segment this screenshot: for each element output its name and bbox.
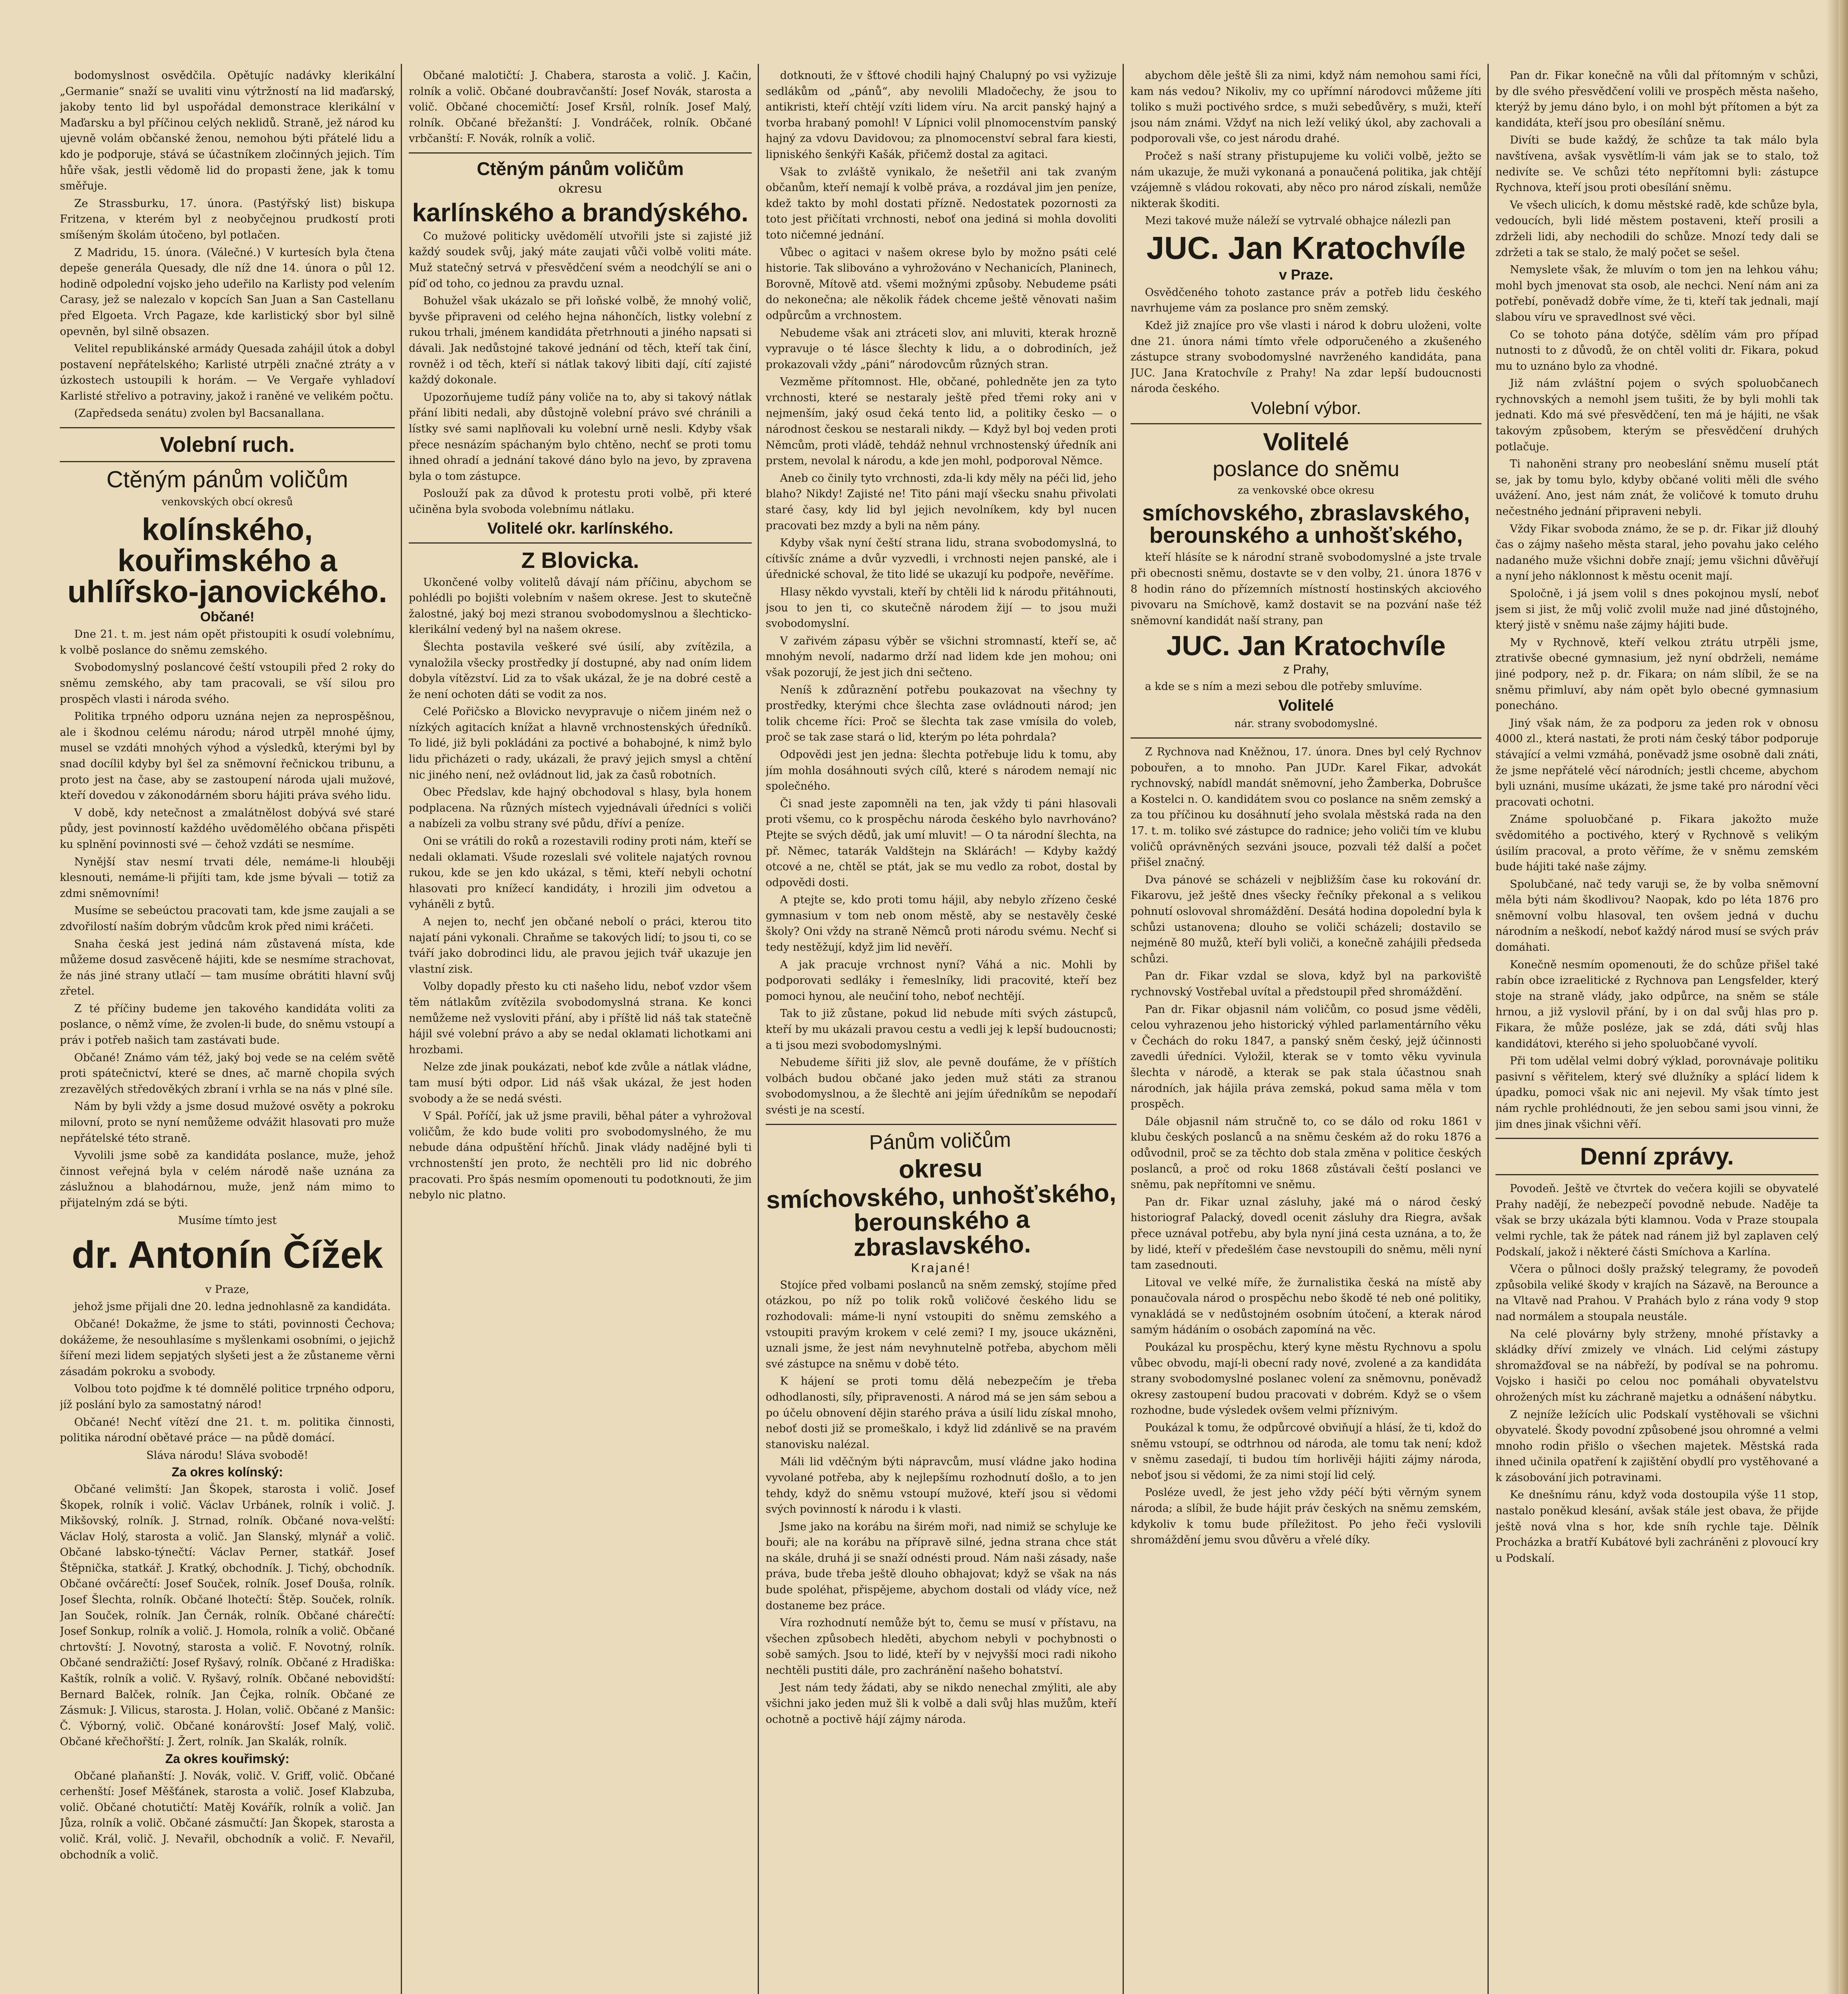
divider	[409, 542, 752, 544]
article-body: Pročež s naší strany přistupujeme ku voliči volbě, ježto se nám ukazuje, že muži vykonaná a ponaučená politika, jak chtějí vzájemně s vládou rokovati, aby něco pro národ získali, nemůže nikterak škoditi.	[1131, 150, 1482, 210]
column-4	[1131, 68, 1482, 1994]
ad-heading-2: okresu	[558, 181, 602, 196]
ad-body: V době, kdy netečnost a zmalátnělost dobývá své staré půdy, jest povinností každého uvědomělého občana přispěti ku splnění povinnosti své — čehož vzdáti se nesmíme.	[60, 806, 395, 851]
article-body: Známe spoluobčané p. Fikara jakožto muže svědomitého a poctivého, který v Rychnově s velikým úsilím pracoval, a proto věříme, že v sněmu zemském bude hájiti také naše zájmy.	[1495, 813, 1818, 873]
ad-body: Občané! Známo vám též, jaký boj vede se na celém světě proti spátečnictví, které se dnes, ač marně chopila svých zrezavělých středověkých zbraní i vrhla se na nás v plné síle.	[60, 1051, 395, 1096]
article-body: Volby dopadly přesto ku cti našeho lidu, neboť vzdor všem těm nátlakům zvítězila svobodomyslná strana. Ke konci nemůžeme než vysloviti přání, aby i příště lid náš tak statečně hájil své volební právo a aby se nedal oklamati lichotkami ani hrozbami.	[409, 980, 752, 1056]
article-body: Spoločně, i já jsem volil s dnes pokojnou myslí, neboť jsem si jist, že můj volič zvolil muže nad jiné důstojného, který jistě v sněmu naše zájmy hájiti bude.	[1495, 587, 1818, 632]
article-body: Pan dr. Fikar objasnil nám voličům, co posud jsme věděli, celou vyhrazenou jeho historický výhled parlamentárního věku v Čechách do roku 1847, a panský sněm český, jejž účinnosti zavedli úředníci. Vyložil, kterak se v tomto věku vyvinula šlechta v národě, a kterak se pak stala účastnou snah národních, jak hájila práva zemská, pokud sama měla v tom prospěch.	[1131, 1003, 1482, 1111]
ad-heading-3: smíchovského, unhošťského, berounského a zbraslavského.	[766, 1179, 1117, 1261]
divider	[1131, 423, 1482, 424]
article-body: Hlasy někdo vyvstali, kteří by chtěli lid k národu přitáhnouti, jsou to jen ti, co skutečně národem žijí — to jsou muži svobodomyslní.	[766, 586, 1117, 630]
article-body: Co se tohoto pána dotýče, sdělím vám pro případ nutnosti to z důvodů, že on chtěl voliti dr. Fikara, pokud mu to uznáno bylo za vhodné.	[1495, 328, 1818, 372]
news-senate: (Zapředseda senátu) zvolen byl Bacsanallana.	[74, 407, 325, 420]
divider	[1131, 737, 1482, 739]
divider	[766, 1124, 1117, 1125]
ad-heading-2: venkovských obcí okresů	[162, 496, 293, 508]
column-rule	[1487, 64, 1489, 1994]
ad-body: Jsme jako na korábu na širém moři, nad nimiž se schyluje ke bouři; ale na korábu na přípravě silné, jedna strana chce stát na skále, druhá ji se snaží odnésti proud. Nám naši zásady, naše práva, bude třeba ještě dlouho obhajovat; když se však na nás bude spoléhat, přispějeme, abychom dostali od vlády více, než dostaneme bez práce.	[766, 1520, 1117, 1612]
article-body: Pan dr. Fikar konečně na vůli dal přítomným v schůzi, by dle svého přesvědčení volili ve prospěch města našeho, kterýž by jemu dáno bylo, i on mohl být přítomen a být za kandidáta, kteří jsou pro obesílání sněmu.	[1495, 69, 1818, 129]
paper-edge-shadow	[1826, 0, 1838, 1994]
column-rule	[401, 64, 402, 1994]
candidate-name-large: JUC. Jan Kratochvíle	[1146, 230, 1466, 266]
article-body: Aneb co činily tyto vrchnosti, zda-li kdy měly na péči lid, jeho blaho? Nikdy! Zajisté ne! Tito páni mají všecku snahu přivolati staré časy, kdy lid byl jejich nevolníkem, kdy byl nucen pracovati bez mzdy a byli na něm pány.	[766, 472, 1117, 532]
ad-body: Víra rozhodnutí nemůže být to, čemu se musí v přístavu, na všechen způsobech hleděti, abychom nebyli v pochybnosti o sobě samých. Jsou to lidé, kteří by v nejvyšší moci radi nikoho nechtěli pustiti dále, pro zachránění našeho bohatství.	[766, 1617, 1117, 1677]
article-body: Odpovědi jest jen jedna: šlechta potřebuje lidu k tomu, aby jím mohla dosáhnouti svých cílů, které s národem nemají nic společného.	[766, 748, 1117, 793]
news-item: Včera o půlnoci došly pražský telegramy, že povodeň způsobila veliké škody v krajích na Sázavě, na Berounce a na Vltavě nad Prahou. V Prahách bylo z rána vody 9 stop nad normálem a stoupala neustále.	[1495, 1263, 1818, 1323]
article-body: Kdyby však nyní čeští strana lidu, strana svobodomyslná, to cítivšíc známe a dvůr vyzvedli, i vrchnosti nejen panské, ale i úřednické schoval, že tito lidé se ukazují ku podpoře, nevěříme.	[766, 537, 1117, 581]
candidate-name-large: JUC. Jan Kratochvíle	[1166, 630, 1446, 662]
article-body: dotknouti, že v šťtové chodili hajný Chalupný po vsi vyžizuje sedlákům od „pánů“, aby nevolili Mladočechy, že jsou to antikristi, kteří chtějí vzíti lidem víru. Na arcit panský hajný a tvorba hrabaný pomohl! V Lípnici volil plnomocenstvím panský hajný za vdovu Davidovou; za plnomocenství sebral fara kiesti, lipniského šenkýři Kašák, přičemž dostal za agitaci.	[766, 69, 1117, 161]
signatory-list-kolin: Občané velimští: Jan Škopek, starosta i volič. Josef Škopek, rolník i volič. Václav Urbánek, rolník i volič. J. Mikšovský, rolník. J. Strnad, rolník. Občané nova-velští: Václav Holý, starosta a volič. Jan Slanský, mlynář a volič. Občané labsko-týnečtí: Václav Perner, statkář. Josef Štěpnička, statkář. J. Kratký, obchodník. J. Tichý, obchodník. Občané ovčárečtí: Josef Souček, rolník. Josef Douša, rolník. Josef Šlechta, rolník. Občané lhotečtí: Štěp. Souček, rolník. Jan Souček, rolník. Jan Černák, rolník. Občané chárečtí: Josef Sonkup, rolník a volič. J. Homola, rolník a volič. Občané chrtovští: J. Novotný, starosta a volič. F. Novotný, rolník. Občané sendražičtí: Josef Ryšavý, rolník. Občané z Hradiška: Kaštík, rolník a volič. V. Ryšavý, rolník. Občané nebovidští: Bernard Balček, rolník. Jan Čejka, rolník. Občané ze Zásmuk: J. Vilicus, starosta. J. Holan, volič. Občané z Manšic: Č. Výborný, volič. Občané konárovští: Josef Malý, volič. Občané křečhořští: J. Žert, rolník. Jan Skalák, rolník.	[60, 1483, 395, 1748]
ad-body: Snaha česká jest jediná nám zůstavená místa, kde můžeme dosud zasvěceně hájiti, kde se nesmíme strachovat, že nás jiné strany utlačí — tam musíme obrátiti hlavní svůj zřetel.	[60, 938, 395, 998]
ad-body: Volbou toto pojďme k té domnělé politice trpného odporu, jíž poslání bylo za samostatný národ!	[60, 1383, 395, 1411]
article-body: Vezměme přítomnost. Hle, občané, pohledněte jen za tyto vrchnosti, které se nestaraly ještě před třemi roky ani v nejmenším, jaký osud čeká tento lid, a politiky česko — o národnost českou se nestarali nikdy. — Když byl boj veden proti Němcům, proti vládě, tehdáž nehnul vrchnostenský úředník ani prstem, nevolal k národu, a kde jen mohl, podporoval Němce.	[766, 376, 1117, 467]
ad-slogan: Sláva národu! Sláva svobodě!	[146, 1449, 309, 1462]
ad-heading-3: karlínského a brandýského.	[412, 198, 749, 227]
ad-body: Bohužel však ukázalo se při loňské volbě, že mnohý volič, byvše připraveni od celého hejna náhončích, listky volební z rukou trhali, jménem kandidáta přetrhnouti a jiného napsati si dávali. Jak nedůstojné takové jednání od těch, kteří tak činí, rovněž i od těch, kteří si nátlak takový libiti dají, cítí zajisté každý dokonale.	[409, 295, 752, 386]
article-body: Posléze uvedl, že jest jeho vždy péčí býti věrným synem národa; a slíbil, že bude hájit práv českých na sněmu zemském, kdykoliv k tomu bude příležitost. Po jeho řeči vyslovili shromáždění jemu svou důvěru a vřelé díky.	[1131, 1486, 1482, 1547]
divider	[1495, 1138, 1818, 1139]
ad-body: Poslouží pak za důvod k protestu proti volbě, při které učiněna byla svoboda volebnímu nátlaku.	[409, 487, 752, 516]
ad-heading-1: Volitelé	[1263, 428, 1349, 456]
article-body: Mezi takové muže náleží se vytrvalé obhajce nálezli pan	[1145, 215, 1451, 227]
ad-body: Kdež již znajíce pro vše vlasti i národ k dobru uloženi, volte dne 21. února námi tímto vřele odporučeného a zkušeného zástupce strany svobodomyslné navrženého kandidáta, pana JUC. Jana Kratochvíle z Prahy! Na zdar lepší budoucnosti národa českého.	[1131, 319, 1482, 395]
candidate-place: v Praze,	[205, 1283, 249, 1296]
news-strassburg: Ze Strassburku, 17. února. (Pastýřský list) biskupa Fritzena, v kterém byl z neobyčejnou prudkostí proti smíšeným školám útočeno, byl potlačen.	[60, 197, 395, 241]
news-item: Ke dnešnímu ránu, když voda dostoupila výše 11 stop, nastalo poněkud klesání, avšak stále jest obava, že přijde ještě nová vlna s hor, kde sníh rychle taje. Dělník Procházka a bratří Kubátové byli zachráněni z plovoucí kry u Podskalí.	[1495, 1489, 1818, 1564]
ad-body: Dne 21. t. m. jest nám opět přistoupiti k osudí volebnímu, k volbě poslance do sněmu zemského.	[60, 628, 395, 656]
ad-body: Co mužové politicky uvědomělí utvořili jste si zajisté již každý soudek svůj, jaký máte zaujati vůči volbě voliti máte. Muž statečný setrvá v přesvědčení svém a neodchýlí se ani o píď od toho, co jednou za pravdu uznal.	[409, 230, 752, 290]
article-body: Pan dr. Fikar vzdal se slova, když byl na parkoviště rychnovský Vostřebal uvítal a předstoupil před shromáždění.	[1131, 970, 1482, 999]
article-body: Vůbec o agitaci v našem okrese bylo by možno psáti celé historie. Tak slibováno a vyhrožováno v Nechanicích, Planinech, Borovně, Mítově atd. všemi možnými způsoby. Nebudeme psáti do nekonečna; ale několik řádek chceme ještě věnovati našim odpůrcům a vrchnostem.	[766, 246, 1117, 322]
article-body: Při tom udělal velmi dobrý výklad, porovnávaje politiku pasivní s věřitelem, který své dlužníky a splácí lidem k úpadku, pomoci však nic ani nejevil. My však tímto jest nám rychle prohlédnouti, že jen sebou sami jsou vinni, že jim dnes jinak všichni věří.	[1495, 1055, 1818, 1131]
article-body: Obec Předslav, kde hajný obchodoval s hlasy, byla honem podplacena. Na různých místech vyjednávali úředníci s voliči a nabízeli za volbu strany své půdu, dříví a peníze.	[409, 786, 752, 830]
article-body: Konečně nesmím opomenouti, že do schůze přišel také rabín obce izraelitické z Rychnova pan Lengsfelder, který stoje na straně vlády, jako odpůrce, na sněm se stále hrnou, a již vyslovil přání, by i on dal svůj hlas pro p. Fikara, že může posléze, jak se zdá, dáti svůj hlas kandidátovi, kterého si jeho spoluobčané vyvolí.	[1495, 958, 1818, 1050]
signatory-list-kourim: Občané plaňanští: J. Novák, volič. V. Griff, volič. Občané cerhenští: Josef Měšťánek, starosta a volič. Josef Klabzuba, volič. Občané chotutičtí: Matěj Kovářík, rolník a volič. Jan Jůza, rolník a volič. Občané zásmučtí: Jan Škopek, starosta a volič. Král, volič. J. Nevařil, obchodník a volič. F. Nevařil, obchodník a volič.	[60, 1769, 395, 1861]
article-body: Divíti se bude každý, že schůze ta tak málo byla navštívena, avšak vysvětlím-li vám jak se to stalo, tož nedivíte se. Ve schůzi této nepřítomni byli: zástupce Rychnova, kteří jsou proti obesílání sněmu.	[1495, 134, 1818, 194]
ad-signature: Volební výbor.	[1251, 398, 1361, 418]
article-body: Však to zvláště vynikalo, že nešetřil ani tak zvaným občanům, kteří nemají k volbě práva, a rozdával jim jen peníze, kdež takto by mohl dostati přízně. Nedostatek pozornosti za toto jest přičítati vrchnosti, neboť ona jediná si mohla dovoliti toto ničemné jednání.	[766, 166, 1117, 241]
article-body: A jak pracuje vrchnost nyní? Váhá a nic. Mohli by podporovati sedláky i řemeslníky, lidi pracovité, kteří bez pomoci hynou, ale neučiní toho, neboť nechtějí.	[766, 958, 1117, 1003]
ad-signature-sub: nár. strany svobodomyslné.	[1234, 717, 1378, 730]
ad-heading-3: kolínského, kouřimského a uhlířsko-janovického.	[67, 511, 387, 609]
article-body: Nelze zde jinak poukázati, neboť kde zvůle a nátlak vládne, tam musí býti odpor. Lid náš však ukázal, že jest hoden svobody a že se nedá svésti.	[409, 1061, 752, 1105]
article-body: Tak to již zůstane, pokud lid nebude míti svých zástupců, kteří by mu ukázali pravou cestu a vedli jej k lepší budoucnosti; a ti jsou mezi svobodomyslnými.	[766, 1007, 1117, 1052]
intro-text: bodomyslnost osvědčila. Opětujíc nadávky klerikální „Germanie“ snaží se uvaliti vinu výtržností na lid maďarský, jakoby tento lid byl uspořádal demonstrace klerikální v Maďarsku a byl příčinou celých neklidů. Straně, jež národ ku ujevně volám občanské ženou, nemohou býti přátelé lidu a kdo je podporuje, stává se účastníkem zločinných jejich. Tím hůře však, jestli vědomě lid do propasti žene, jak k tomu směřuje.	[60, 69, 395, 193]
candidate-name: dr. Antonín Čížek	[71, 1233, 383, 1277]
section-title-denni-zpravy: Denní zprávy.	[1580, 1143, 1734, 1170]
candidate-place: v Praze.	[1279, 266, 1334, 283]
divider	[60, 427, 395, 428]
ad-body: Politika trpného odporu uznána nejen za neprospěšnou, ale i škodnou celému národu; národ utrpěl mnohé újmy, musel se vzdáti mnohých výhod a výsledků, kterými byl by snad docílil kdyby byl šel za sněmovní řečnickou tribunu, a proto jest na čase, aby se zastoupení národa ujali mužové, kteří dovedou v zákonodárném sboru hájiti práva svého lidu.	[60, 710, 395, 802]
article-body: Poukázal ku prospěchu, který kyne městu Rychnovu a spolu vůbec obvodu, mají-li obecní rady nové, zvolené a za kandidáta strany svobodomyslné poslanec volení za sněmovnu, poněvadž okresy zastoupení budou pracovati v dobrém. Když se o všem rozhodne, bude výsledek ovšem velmi příznivým.	[1131, 1341, 1482, 1417]
ad-body: Svobodomyslný poslancové čeští vstoupili před 2 roky do sněmu zemského, aby tam pracovali, se vší silou pro prospěch vlasti i národa svého.	[60, 661, 395, 705]
article-body: V Spál. Poříčí, jak už jsme pravili, běhal páter a vyhrožoval voličům, že kdo bude voliti pro svobodomyslného, že mu nebude dána odpuštění hříchů. Jinak vlády nadějné byli ti vrchnostenští jen proto, že nechtěli pro lid nic dobrého pracovati. Pro špás nesmím opomenouti tu podotknouti, že jim nebylo nic platno.	[409, 1110, 752, 1202]
ad-body: kteří hlásíte se k národní straně svobodomyslné a jste trvale při obecnosti sněmu, dostavte se v den volby, 21. února 1876 v 8 hodin ráno do přízemních místností hostinských akciového pivovaru na Smíchově, kamž dostavit se na pozvání naše též sněmovní kandidát naší strany, pan	[1131, 551, 1482, 627]
article-body: A ptejte se, kdo proti tomu hájil, aby nebylo zřízeno české gymnasium v tom neb onom městě, aby se nestavěly české školy? Oni vždy na straně Němců proti národu svému. Nechť si tedy nestěžují, když jim lid nevěří.	[766, 894, 1117, 954]
news-item: Povodeň. Ještě ve čtvrtek do večera kojili se obyvatelé Prahy nadějí, že nebezpečí povodně nebude. Naděje ta však se brzy ukázala býti klamnou. Voda v Praze stoupala velmi rychle, tak že pátek nad ránem již byl zaplaven celý Podskalí, jakož i některé části Smíchova a Karlína.	[1495, 1182, 1818, 1258]
ad-body: Vyvolili jsme sobě za kandidáta poslance, muže, jehož činnost veřejná byla v celém národě naše uznána za záslužnou a blahodárnou, muže, jenž nám mimo to přijatelným zdá se býti.	[60, 1149, 395, 1210]
ad-heading-1: Pánům voličům	[869, 1128, 1011, 1155]
article-body: Či snad jeste zapomněli na ten, jak vždy ti páni hlasovali proti všemu, co k prospěchu národa českého bylo navrhováno? Ptejte se svých dědů, jak umí mluvit! — O ta národní šlechta, na př. Němec, tatarák Valdštejn na Sklárách! — Kdyby každý otcové a ne, chtěl se ptát, jak se mu vedlo za robot, dostal by odpovědi dosti.	[766, 797, 1117, 889]
ad-body: Upozorňujeme tudíž pány voliče na to, aby si takový nátlak přání libiti nedali, aby důstojně volební právo své chránili a lístky své sami naplňovali ku volební urně nesli. Kdyby však přece nesnázím spáchaným bylo chtěno, nechť se proti tomu ihned ohradí a jednání takové dáno bylo na jevo, by zpravena byla o tom zástupce.	[409, 391, 752, 483]
article-body: Ukončené volby volitelů dávají nám příčinu, abychom se pohlédli po bojišti volebním v našem okrese. Jest to skutečně žalostné, jaký boj mezi stranou svobodomyslnou a šlechticko-klerikální vedený byl na našem okrese.	[409, 576, 752, 636]
ad-body: Nynější stav nesmí trvati déle, nemáme-li hlouběji klesnouti, nemáme-li přijíti tam, kde jsme bývali — totiž za zdmi sněmovními!	[60, 855, 395, 900]
ad-body: Nám by byli vždy a jsme dosud mužové osvěty a pokroku milovní, proto se nyní nemůžeme odvážit hlasovati pro muže nepřátelské této straně.	[60, 1100, 395, 1145]
ad-heading-2: poslance do sněmu	[1212, 457, 1400, 481]
candidate-place: z Prahy,	[1283, 662, 1329, 677]
article-body: Dva pánové se scházeli v nejbližším čase ku rokování dr. Fikarovu, jež ještě dnes všecky řečníky překonal a s velikou pohnutí oslovoval shromáždění. Desátá hodina dopolední byla k schůzi ustanovena; dlouho se voliči scházeli; dostavilo se nejméně 80 mužů, kteří byli voliči, a konečně zahájili předseda schůzi.	[1131, 873, 1482, 965]
article-body: Ti nahoněni strany pro neobeslání sněmu muselí ptát se, jak by tomu bylo, kdyby občané voliti měli dle svého uvážení. Ano, jest nám znát, že voličové k tomuto druhu nečestného jednání připraveni nebyli.	[1495, 458, 1818, 518]
article-body: Vždy Fikar svoboda známo, že se p. dr. Fikar již dlouhý čas o zájmy našeho města staral, jeho povahu jako celého nadaného muže všichni dobře znají; jemu všichni důvěřují a nyní jeho náklonnost k městu ocenit mají.	[1495, 522, 1818, 583]
article-body: Nebudeme šířiti již slov, ale pevně doufáme, že v příštích volbách budou občané jako jeden muž státi za stranou svobodomyslnou, a že šlechtě ani jejím úředníkům se nepodaří svésti je na scestí.	[766, 1056, 1117, 1116]
article-body: Již nám zvláštní pojem o svých spoluobčanech rychnovských a nemohl jsem tušiti, že by byli mohli tak jednati. Kdo má své přesvědčení, ten má je hájiti, ne však takovým způsobem, kterým se přesvědčení druhých potlačuje.	[1495, 377, 1818, 453]
ad-voters-smichov	[766, 1127, 1117, 1262]
column-1	[60, 68, 395, 1994]
article-body: Šlechta postavila veškeré své úsilí, aby zvítězila, a vynaložila všecky prostředky jí dostupné, aby nad oním lidem dobyla vítězství. Lid za to však ukázal, že je na dobré cestě a že není ochoten dáti se vodit za nos.	[409, 640, 752, 701]
article-body: Neníš k zdůraznění potřebu poukazovat na všechny ty prostředky, kterými chce šlechta zase ovládnouti národ; jen tolik chceme říci: Proč se šlechta tak zase vmísila do voleb, proč se tak zase stará o lid, kterým po léta pohrdala?	[766, 684, 1117, 744]
news-item: Z nejníže ležících ulic Podskalí vystěhovali se všichni obyvatelé. Škody povodní způsobené jsou ohromné a velmi mnoho rodin přišlo o všechen majetek. Městská rada ihned učinila opatření k zajištění obydlí pro vystěhované a k zásobování jich potravinami.	[1495, 1408, 1818, 1484]
ad-signature: Volitelé	[1278, 696, 1334, 714]
article-body: Celé Pořičsko a Blovicko nevypravuje o ničem jiném než o nízkých agitacích knížat a hlavně vrchnostenských úředníků. To lidé, již byli pokládáni za poctivé a bohabojné, k nimž bylo lidu přicházeti o rady, ukázali, že pravý jejich smysl a chtění nic jiného není, než ovládnout lid, jak za časů robotních.	[409, 705, 752, 781]
article-body: Oni se vrátili do roků a rozestavili rodiny proti nám, kteří se nedali oklamati. Všude rozeslali své volitele najatých rovnou rukou, kde se jen kdo ukázal, s těmi, kteří nebyli ochotní hlasovati pro knížecí kandidáty, i hrozili jim odvetou a vyháněli z bytů.	[409, 835, 752, 911]
article-body: abychom děle ještě šli za nimi, když nám nemohou sami říci, kam nás vedou? Nikoliv, my co upřímní národovci můžeme jíti toliko s muži poctivého srdce, s muži sebedůvěry, s muži, kteří jsou nám známi. Vždyť na nich leží veliký úkol, aby zachovali a podporovali vše, co jest národu drahé.	[1131, 69, 1482, 145]
paper-edge	[1838, 0, 1848, 1994]
ad-greeting: Krajané!	[911, 1261, 971, 1275]
news-item: Na celé plovárny byly strženy, mnohé přístavky a skládky dříví zmizely ve vlnách. Lid celými zástupy shromažďoval se na nábřeží, by podíval se na pohromu. Vojsko i hasiči po celou noc pomáhali obyvatelstvu ohrožených míst ku záchraně majetku a odnášení nábytku.	[1495, 1328, 1818, 1403]
column-5	[1495, 68, 1818, 1994]
ad-body: a kde se s ním a mezi sebou dle potřeby smluvíme.	[1145, 680, 1422, 693]
ad-heading-1: Ctěným pánům voličům	[477, 158, 684, 179]
ad-body: Máli lid vděčným býti nápravcům, musí vládne jako hodina vyvolané potřeba, aby k nejlepšímu rozhodnutí došlo, a to jen tehdy, když do sněmu vstoupí mužové, kteří jsou si vědomi svých povinností k národu i k vlasti.	[766, 1456, 1117, 1516]
list-title-kourim: Za okres kouřimský:	[165, 1752, 290, 1766]
ad-body: Osvědčeného tohoto zastance práv a potřeb lidu českého navrhujeme vám za poslance pro sněm zemský.	[1131, 286, 1482, 315]
divider	[409, 152, 752, 154]
article-body: Ve všech ulicích, k domu městské radě, kde schůze byla, vedoucích, byli lidé městem postaveni, kteří prosili a zdrželi lidi, aby nechodili do schůze. Mnozí tedy dali se zdržeti a tak se stalo, že malý počet se sešel.	[1495, 199, 1818, 259]
signatory-list-top: Občané malotičtí: J. Chabera, starosta a volič. J. Kačin, rolník a volič. Občané doubravčanští: Josef Novák, starosta a volič. Občané chocemičtí: Josef Krsňl, rolník. Josef Malý, rolník. Občané břežanští: J. Vondráček, rolník. Občané vrbčanští: F. Novák, rolník a volič.	[409, 69, 752, 145]
column-2	[409, 68, 752, 1994]
ad-body: Občané! Dokažme, že jsme to státi, povinnosti Čechova; dokážeme, že nesouhlasíme s myšlenkami osobními, o jejichž šíření mezi lidem sepjatých slyšeti jest a že zůstaneme věrni zásadám pokroku a svobody.	[60, 1318, 395, 1378]
news-madrid: Z Madridu, 15. února. (Válečné.) V kurtesích byla čtena depeše generála Quesady, dle níž dne 14. února o půl 12. hodině odpolední vojsko jeho udeřilo na Karlisty pod velením Carasy, jež se nalezalo v kopcích San Juan a San Castellanu před Elgoeta. Vrch Pagaze, kde karlistický sbor byl silně opevněn, byl silně obsazen.	[60, 246, 395, 338]
article-body: Litoval ve velké míře, že žurnalistika česká na místě aby ponaučovala národ o prospěchu nebo škodě té neb oné politiky, vynakládá se v nedůstojném osobním útočení, a kterak národ samým hádáním o osobách zapomíná na věc.	[1131, 1276, 1482, 1336]
ad-greeting: Občané!	[200, 609, 255, 625]
divider	[1495, 1174, 1818, 1175]
ad-body: jehož jsme přijali dne 20. ledna jednohlasně za kandidáta.	[74, 1300, 391, 1313]
article-body: Poukázal k tomu, že odpůrcové obviňují a hlásí, že ti, kdož do sněmu vstoupí, se odtrhnou od národa, ale tomu tak není; kdož v sněmu zasedají, ti budou tím horlivěji hájiti zájmy národa, neboť jsou si vědomi, že za nimi stojí lid celý.	[1131, 1422, 1482, 1482]
ad-body: Z té příčiny budeme jen takového kandidáta voliti za poslance, o němž víme, že zvolen-li bude, do sněmu vstoupí a práv i potřeb našich tam zastávati bude.	[60, 1002, 395, 1047]
section-title-blovicko: Z Blovicka.	[521, 547, 639, 573]
divider	[60, 461, 395, 462]
section-title-volebni-ruch: Volební ruch.	[160, 433, 295, 457]
list-title-kolin: Za okres kolínský:	[171, 1465, 283, 1480]
ad-body: Jest nám tedy žádati, aby se nikdo nenechal zmýliti, ale aby všichni jako jeden muž šli k volbě a dali svůj hlas mužům, kteří ochotně a poctivě hájí zájmy národa.	[766, 1681, 1117, 1726]
news-madrid-cont: Velitel republikánské armády Quesada zahájil útok a dobyl postavení nepřátelského; Karlisté utrpěli značné ztráty a v úzkostech ustoupili k horám. — Ve Vergaře vyhladoví Karlisté střelivo a potraviny, jakož i raněné ve velikém počtu.	[60, 343, 395, 402]
column-rule	[1123, 64, 1124, 1994]
article-body: Z Rychnova nad Kněžnou, 17. února. Dnes byl celý Rychnov pobouřen, a to mnoho. Pan JUDr. Karel Fikar, advokát rychnovský, nabídl mandát sněmovní, jeho Žamberka, Dobrušce a Kostelci n. O. kandidátem svou co poslance na sněm zemský a za tou příčinou ku dosáhnutí jeho svolala městská rada na den 17. t. m. toliko své zástupce do radnice; jeho voliči tím ve klubu voličů oprávněných sezváni jsouce, pozvali též další a počet přišel značný.	[1131, 746, 1482, 869]
ad-heading-2: okresu	[898, 1153, 983, 1184]
article-body: Nebudeme však ani ztráceti slov, ani mluviti, kterak hrozně vypravuje o té lásce šlechty k lidu, a o dobrodiních, jež prokazovali vždy „páni“ národovcům různých stran.	[766, 327, 1117, 371]
column-rule	[758, 64, 759, 1994]
article-body: Dále objasnil nám stručně to, co se dálo od roku 1861 v klubu českých poslanců a na sněmu českém až do roku 1876 a odůvodnil, proč se za těchto dob stala změna v politice českých poslanců, a proč od roku 1868 zůstávali čeští poslanci ve sněmu, pak nepřítomni ve sněmu.	[1131, 1115, 1482, 1191]
article-body: Pan dr. Fikar uznal zásluhy, jaké má o národ český historiograf Palacký, dovedl ocenit zásluhy dra Riegra, avšak přece uznával potřebu, aby byla nyní jiná cesta uznána, a to, že by lidé, kteří v předešlém čase nevstoupili do sněmu, měli nyní tam zasednouti.	[1131, 1196, 1482, 1272]
article-body: A nejen to, nechť jen občané nebolí o práci, kterou tito najatí páni vykonali. Chraňme se takových lidí; to jsou ti, co se tváří jako dobrodinci lidu, ale pravou jejich tvář ukazuje jen vlastní zisk.	[409, 916, 752, 975]
ad-body: Musíme se sebeúctou pracovati tam, kde jsme zaujali a se zdvořilostí naším dobrým vůdcům krok před nimi kráčeti.	[60, 904, 395, 933]
ad-heading-1: Ctěným pánům voličům	[106, 467, 348, 493]
ad-heading-4: smíchovského, zbraslavského, berounského a unhošťského,	[1142, 500, 1470, 548]
ad-heading-3: za venkovské obce okresu	[1237, 484, 1375, 497]
article-body: Spolubčané, nač tedy varuji se, že by volba sněmovní měla býti nám škodlivou? Naopak, kdo po léta 1876 pro sněmovní volbu hlasoval, ten ovšem jedná v duchu národním a neškodí, neboť každý národ musí se svých práv domáhati.	[1495, 878, 1818, 954]
ad-body: Občané! Nechť vítězí dne 21. t. m. politika činnosti, politika národní obětavé práce — na půdě domácí.	[60, 1416, 395, 1444]
column-3	[766, 68, 1117, 1994]
ad-body: K hájení se proti tomu dělá nebezpečím je třeba odhodlanosti, síly, připravenosti. A národ má se jen sám sebou a po účelu obnovení dějin starého práva a úsilí lidu získal mnoho, neboť dosti již se promeškalo, i když lid zdánlivě se na pravém stanovisku nalézal.	[766, 1375, 1117, 1451]
article-body: Nemyslete však, že mluvím o tom jen na lehkou váhu; mohl bych jmenovat sta osob, ale nechci. Není nám ani za potřebí, poněvadž dobře víme, že ti, kteří tak jednali, mají slabou víru ve spravedlnost své věci.	[1495, 264, 1818, 323]
ad-body: Stojíce před volbami poslanců na sněm zemský, stojíme před otázkou, po níž po tolik roků voličové českého lidu se rozhodovali: máme-li nyní vstoupiti do sněmu zemského a vstoupiti pravým krokem v celé zemi? I my, jsouce ukázněni, uznali jsme, že jest nám nevyhnutelně potřeba, abychom měli své zástupce na sněmu v době této.	[766, 1279, 1117, 1370]
article-body: My v Rychnově, kteří velkou ztrátu utrpěli jsme, ztrativše obecné gymnasium, jež nyní obdrželi, nemáme jiné podpory, než p. dr. Fikara; on nám slíbil, že se na sněmu přimluví, aby nám opět bylo obecné gymnasium ponecháno.	[1495, 636, 1818, 712]
ad-signature: Volitelé okr. karlínského.	[487, 519, 674, 537]
article-body: V zařivém zápasu výběr se všichni stromnastí, kteří se, ač mnohým nevolí, nadarmo drží nad lidem kde jen mohou; oni však pozorují, že jest jich dni sečteno.	[766, 634, 1117, 679]
ad-body: Musíme tímto jest	[178, 1214, 277, 1227]
article-body: Jiný však nám, že za podporu za jeden rok v obnosu 4000 zl., která nastati, že proti nám český tábor podporuje stávající a velmi vzmáhá, poněvadž jsme osobně dali znáti, že jsme nepřátelé věcí národních; jestli chceme, abychom byli uznáni, musíme ukázati, že jsme také pro národní věci pracovati ochotni.	[1495, 717, 1818, 808]
